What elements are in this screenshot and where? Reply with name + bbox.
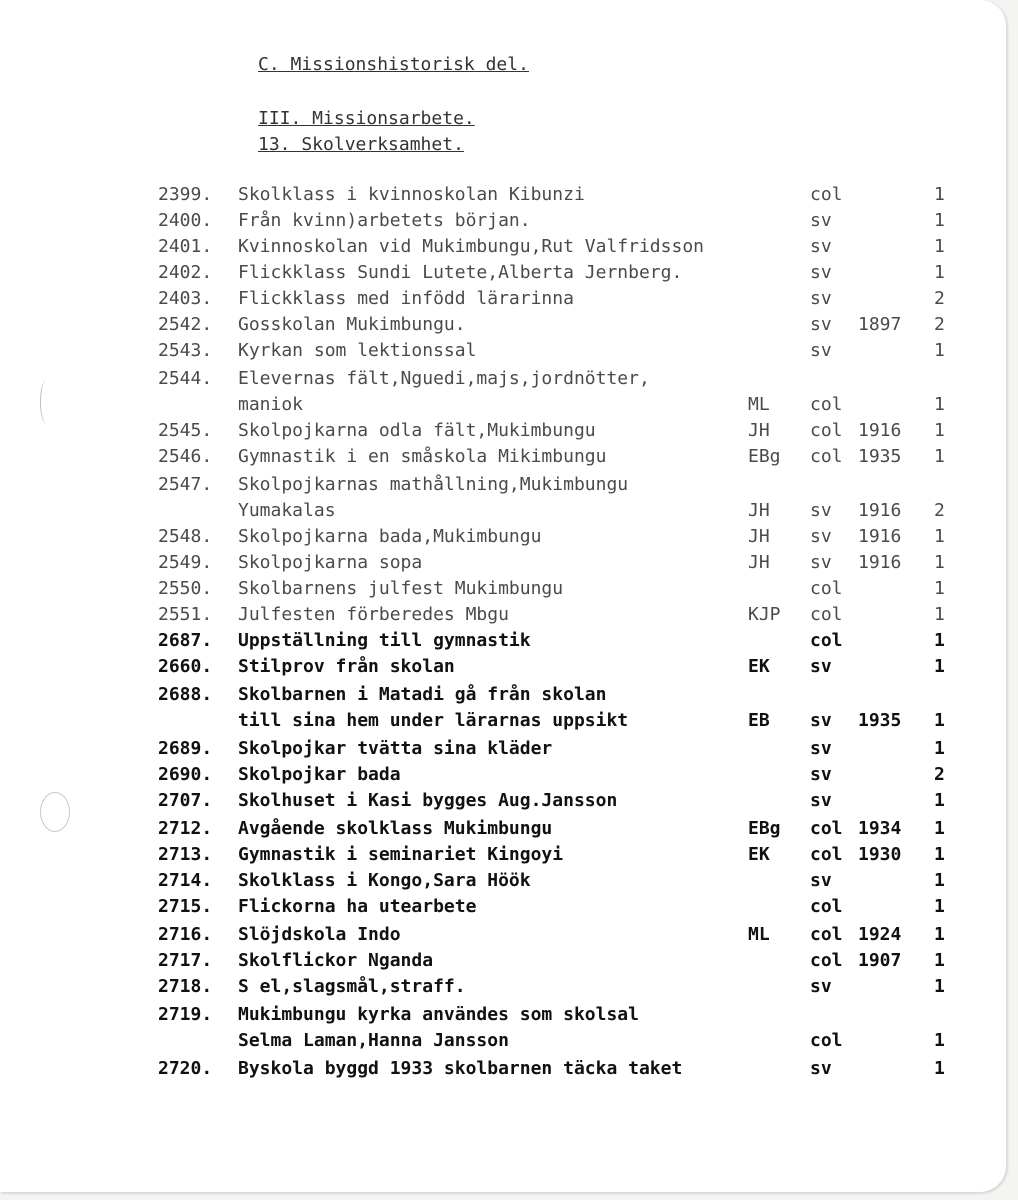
part-heading: III. Missionsarbete.: [258, 108, 475, 129]
list-item: [0, 656, 1006, 682]
item-init: JH: [748, 552, 770, 573]
item-desc: Yumakalas: [238, 500, 336, 521]
item-desc: Skolpojkarna odla fält,Mukimbungu: [238, 420, 596, 441]
list-item: [0, 738, 1006, 764]
list-item: [0, 630, 1006, 656]
item-num: 2547.: [158, 474, 213, 495]
item-desc: Elevernas fält,Nguedi,majs,jordnötter,: [238, 368, 650, 389]
item-desc: Skolpojkarna bada,Mukimbungu: [238, 526, 542, 547]
item-desc: till sina hem under lärarnas uppsikt: [238, 710, 629, 731]
item-fmt: sv: [810, 738, 832, 759]
item-fmt: sv: [810, 288, 832, 309]
item-num: 2687.: [158, 630, 213, 651]
item-fmt: col: [810, 844, 843, 865]
item-qty: 1: [934, 950, 945, 971]
item-desc: Från kvinn)arbetets början.: [238, 210, 531, 231]
item-year: 1924: [858, 924, 902, 945]
item-year: 1930: [858, 844, 902, 865]
list-item: [0, 262, 1006, 288]
item-fmt: col: [810, 896, 843, 917]
item-desc: Avgående skolklass Mukimbungu: [238, 818, 553, 839]
item-init: JH: [748, 420, 770, 441]
list-item: [0, 924, 1006, 950]
item-desc: Flickklass med infödd lärarinna: [238, 288, 574, 309]
item-init: EBg: [748, 446, 781, 467]
item-desc: Slöjdskola Indo: [238, 924, 401, 945]
item-num: 2689.: [158, 738, 213, 759]
item-desc: Skolbarnen i Matadi gå från skolan: [238, 684, 607, 705]
item-qty: 1: [934, 420, 945, 441]
item-num: 2548.: [158, 526, 213, 547]
subpart-heading: 13. Skolverksamhet.: [258, 134, 464, 155]
item-desc: Skolpojkarnas mathållning,Mukimbungu: [238, 474, 629, 495]
list-item: [0, 552, 1006, 578]
item-num: 2399.: [158, 184, 213, 205]
item-qty: 2: [934, 764, 945, 785]
item-desc: Flickorna ha utearbete: [238, 896, 477, 917]
item-desc: Gymnastik i seminariet Kingoyi: [238, 844, 564, 865]
item-num: 2400.: [158, 210, 213, 231]
item-init: EK: [748, 844, 770, 865]
list-item: [0, 1058, 1006, 1084]
item-num: 2719.: [158, 1004, 213, 1025]
item-num: 2716.: [158, 924, 213, 945]
list-item: [0, 236, 1006, 262]
item-year: 1916: [858, 526, 902, 547]
item-qty: 1: [934, 210, 945, 231]
item-desc: Kyrkan som lektionssal: [238, 340, 477, 361]
item-fmt: sv: [810, 710, 832, 731]
item-year: 1916: [858, 420, 902, 441]
list-item: [0, 184, 1006, 210]
list-item: [0, 314, 1006, 340]
list-item: [0, 526, 1006, 552]
list-item: [0, 790, 1006, 816]
item-fmt: col: [810, 578, 843, 599]
list-item: [0, 1004, 1006, 1030]
item-init: ML: [748, 394, 770, 415]
item-qty: 1: [934, 710, 945, 731]
item-num: 2549.: [158, 552, 213, 573]
list-item: [0, 420, 1006, 446]
list-item: [0, 474, 1006, 500]
item-qty: 1: [934, 184, 945, 205]
item-qty: 1: [934, 818, 945, 839]
list-item: [0, 394, 1006, 420]
list-item: [0, 1030, 1006, 1056]
item-desc: Skolpojkar tvätta sina kläder: [238, 738, 553, 759]
item-init: EK: [748, 656, 770, 677]
item-qty: 1: [934, 604, 945, 625]
item-fmt: sv: [810, 340, 832, 361]
item-qty: 1: [934, 552, 945, 573]
item-qty: 1: [934, 578, 945, 599]
list-item: [0, 368, 1006, 394]
list-item: [0, 764, 1006, 790]
item-fmt: sv: [810, 1058, 832, 1079]
item-fmt: col: [810, 630, 843, 651]
item-qty: 1: [934, 976, 945, 997]
item-qty: 1: [934, 236, 945, 257]
item-fmt: sv: [810, 262, 832, 283]
list-item: [0, 818, 1006, 844]
item-desc: Kvinnoskolan vid Mukimbungu,Rut Valfridsson: [238, 236, 704, 257]
item-fmt: col: [810, 604, 843, 625]
item-qty: 2: [934, 500, 945, 521]
item-desc: Skolhuset i Kasi bygges Aug.Jansson: [238, 790, 618, 811]
list-item: [0, 896, 1006, 922]
item-qty: 1: [934, 656, 945, 677]
item-year: 1907: [858, 950, 902, 971]
item-fmt: sv: [810, 870, 832, 891]
item-num: 2403.: [158, 288, 213, 309]
item-qty: 1: [934, 394, 945, 415]
list-item: [0, 870, 1006, 896]
item-num: 2550.: [158, 578, 213, 599]
item-fmt: sv: [810, 552, 832, 573]
item-num: 2551.: [158, 604, 213, 625]
item-fmt: sv: [810, 236, 832, 257]
item-desc: maniok: [238, 394, 304, 415]
item-num: 2544.: [158, 368, 213, 389]
list-item: [0, 210, 1006, 236]
item-desc: Uppställning till gymnastik: [238, 630, 531, 651]
item-num: 2401.: [158, 236, 213, 257]
item-num: 2720.: [158, 1058, 213, 1079]
item-qty: 2: [934, 288, 945, 309]
section-heading: C. Missionshistorisk del.: [258, 54, 529, 75]
item-qty: 1: [934, 630, 945, 651]
item-num: 2713.: [158, 844, 213, 865]
item-desc: Skolflickor Nganda: [238, 950, 434, 971]
item-num: 2542.: [158, 314, 213, 335]
item-num: 2690.: [158, 764, 213, 785]
item-desc: Gosskolan Mukimbungu.: [238, 314, 466, 335]
list-item: [0, 500, 1006, 526]
list-item: [0, 950, 1006, 976]
item-fmt: sv: [810, 764, 832, 785]
item-num: 2714.: [158, 870, 213, 891]
item-fmt: col: [810, 184, 843, 205]
item-init: JH: [748, 526, 770, 547]
item-qty: 1: [934, 526, 945, 547]
item-desc: Gymnastik i en småskola Mikimbungu: [238, 446, 607, 467]
item-qty: 1: [934, 1058, 945, 1079]
item-desc: Skolpojkar bada: [238, 764, 401, 785]
item-qty: 1: [934, 870, 945, 891]
item-fmt: col: [810, 420, 843, 441]
item-fmt: sv: [810, 976, 832, 997]
item-num: 2717.: [158, 950, 213, 971]
item-year: 1897: [858, 314, 902, 335]
item-num: 2718.: [158, 976, 213, 997]
list-item: [0, 578, 1006, 604]
item-desc: S el,slagsmål,straff.: [238, 976, 466, 997]
item-fmt: col: [810, 950, 843, 971]
item-init: KJP: [748, 604, 781, 625]
item-desc: Julfesten förberedes Mbgu: [238, 604, 509, 625]
item-num: 2660.: [158, 656, 213, 677]
item-num: 2546.: [158, 446, 213, 467]
item-fmt: sv: [810, 210, 832, 231]
item-init: EB: [748, 710, 770, 731]
list-item: [0, 976, 1006, 1002]
list-item: [0, 288, 1006, 314]
item-desc: Mukimbungu kyrka användes som skolsal: [238, 1004, 639, 1025]
list-item: [0, 684, 1006, 710]
item-year: 1916: [858, 552, 902, 573]
item-fmt: sv: [810, 500, 832, 521]
item-desc: Flickklass Sundi Lutete,Alberta Jernberg.: [238, 262, 683, 283]
item-year: 1935: [858, 710, 902, 731]
item-year: 1916: [858, 500, 902, 521]
item-desc: Skolbarnens julfest Mukimbungu: [238, 578, 564, 599]
item-fmt: col: [810, 924, 843, 945]
item-num: 2545.: [158, 420, 213, 441]
item-qty: 1: [934, 1030, 945, 1051]
item-desc: Selma Laman,Hanna Jansson: [238, 1030, 509, 1051]
item-desc: Byskola byggd 1933 skolbarnen täcka taket: [238, 1058, 683, 1079]
item-qty: 1: [934, 790, 945, 811]
item-init: ML: [748, 924, 770, 945]
item-qty: 2: [934, 314, 945, 335]
list-item: [0, 710, 1006, 736]
list-item: [0, 340, 1006, 366]
item-fmt: col: [810, 818, 843, 839]
item-fmt: col: [810, 394, 843, 415]
item-init: EBg: [748, 818, 781, 839]
item-fmt: sv: [810, 526, 832, 547]
item-qty: 1: [934, 844, 945, 865]
list-item: [0, 604, 1006, 630]
item-fmt: sv: [810, 314, 832, 335]
item-num: 2543.: [158, 340, 213, 361]
item-fmt: col: [810, 1030, 843, 1051]
item-desc: Stilprov från skolan: [238, 656, 455, 677]
list-item: [0, 844, 1006, 870]
item-qty: 1: [934, 896, 945, 917]
item-init: JH: [748, 500, 770, 521]
item-desc: Skolklass i kvinnoskolan Kibunzi: [238, 184, 585, 205]
item-desc: Skolpojkarna sopa: [238, 552, 423, 573]
item-num: 2712.: [158, 818, 213, 839]
item-num: 2707.: [158, 790, 213, 811]
item-qty: 1: [934, 446, 945, 467]
item-qty: 1: [934, 924, 945, 945]
item-qty: 1: [934, 340, 945, 361]
list-item: [0, 446, 1006, 472]
item-qty: 1: [934, 738, 945, 759]
item-fmt: sv: [810, 656, 832, 677]
item-year: 1935: [858, 446, 902, 467]
item-year: 1934: [858, 818, 902, 839]
item-num: 2402.: [158, 262, 213, 283]
item-qty: 1: [934, 262, 945, 283]
item-num: 2688.: [158, 684, 213, 705]
item-num: 2715.: [158, 896, 213, 917]
item-desc: Skolklass i Kongo,Sara Höök: [238, 870, 531, 891]
item-fmt: sv: [810, 790, 832, 811]
item-fmt: col: [810, 446, 843, 467]
